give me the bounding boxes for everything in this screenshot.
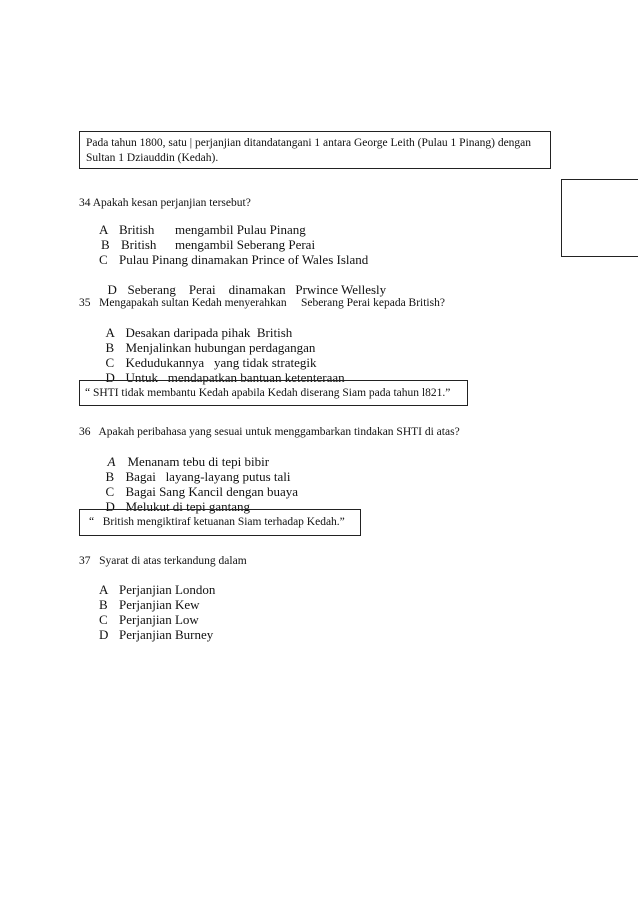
q34-option-a-letter: A — [99, 222, 109, 237]
q34-option-d-letter: D — [107, 282, 117, 297]
q37-option-a-text: Perjanjian London — [119, 582, 216, 597]
passage-2-text: “ SHTI tidak membantu Kedah apabila Kedah diserang Siam pada tahun l821.” — [85, 387, 451, 399]
q34-option-c-text: Pulau Pinang dinamakan Prince of Wales Island — [119, 252, 369, 267]
passage-box-1 — [79, 131, 551, 169]
passage-box-3 — [79, 509, 361, 536]
passage-1-line-2: Sultan 1 Dziauddin (Kedah). — [86, 152, 219, 164]
q34-option-b — [101, 237, 156, 252]
q35-option-d-text: Untuk mendapatkan bantuan ketenteraan — [125, 370, 345, 385]
q36-option-c-text: Bagai Sang Kancil dengan buaya — [125, 484, 299, 499]
q34-option-a-part2: mengambil Pulau Pinang — [175, 222, 306, 237]
q37-option-d-text: Perjanjian Burney — [119, 627, 214, 642]
q37-option-d-letter: D — [99, 627, 109, 642]
q35-option-c-text: Kedudukannya yang tidak strategik — [125, 355, 317, 370]
answer-box — [561, 179, 638, 257]
q36-option-d-text: Melukut di tepi gantang — [125, 499, 251, 514]
q34-option-b-part2: mengambil Seberang Perai — [175, 237, 316, 252]
q34-option-c — [99, 252, 368, 267]
q34-option-b-letter: B — [101, 237, 110, 252]
q36-option-a-letter: A — [107, 454, 116, 469]
q34-option-d-text: Seberang Perai dinamakan Prwince Wellesly — [127, 282, 387, 297]
question-35-stem: 35 Mengapakah sultan Kedah menyerahkan Seberang Perai kepada British? — [79, 297, 445, 309]
q35-option-a-text: Desakan daripada pihak British — [125, 325, 293, 340]
q35-option-c-letter: C — [105, 355, 115, 370]
q37-option-d — [99, 627, 213, 642]
q36-option-c-letter: C — [105, 484, 115, 499]
q37-option-a — [99, 582, 215, 597]
q36-option-d-letter: D — [105, 499, 115, 514]
q35-option-b-text: Menjalinkan hubungan perdagangan — [125, 340, 316, 355]
q37-option-c-letter: C — [99, 612, 108, 627]
q37-option-b-text: Perjanjian Kew — [119, 597, 200, 612]
q36-option-b-text: Bagai layang-layang putus tali — [125, 469, 291, 484]
passage-box-2 — [79, 380, 468, 406]
q36-option-a-text: Menanam tebu di tepi bibir — [127, 454, 270, 469]
q35-option-d-letter: D — [105, 370, 115, 385]
q34-option-c-letter: C — [99, 252, 108, 267]
q37-option-c-text: Perjanjian Low — [119, 612, 199, 627]
passage-1-line-1: Pada tahun 1800, satu | perjanjian ditandatangani 1 antara George Leith (Pulau 1 Pinang) dengan — [86, 137, 532, 149]
question-36-stem: 36 Apakah peribahasa yang sesuai untuk menggambarkan tindakan SHTI di atas? — [79, 426, 460, 438]
q37-option-c — [99, 612, 199, 627]
q34-option-a-text-1: British — [119, 222, 155, 237]
q37-option-a-letter: A — [99, 582, 109, 597]
q37-option-b — [99, 597, 200, 612]
q34-option-a — [99, 222, 154, 237]
q35-option-b-letter: B — [105, 340, 115, 355]
passage-3-text: “ British mengiktiraf ketuanan Siam terhadap Kedah.” — [89, 516, 345, 528]
question-37-stem: 37 Syarat di atas terkandung dalam — [79, 555, 247, 567]
q34-option-d — [101, 267, 386, 297]
q34-option-b-text-1: British — [121, 237, 157, 252]
q36-option-b-letter: B — [105, 469, 115, 484]
question-34-stem: 34 Apakah kesan perjanjian tersebut? — [79, 197, 251, 209]
q35-option-a-letter: A — [105, 325, 115, 340]
q37-option-b-letter: B — [99, 597, 108, 612]
